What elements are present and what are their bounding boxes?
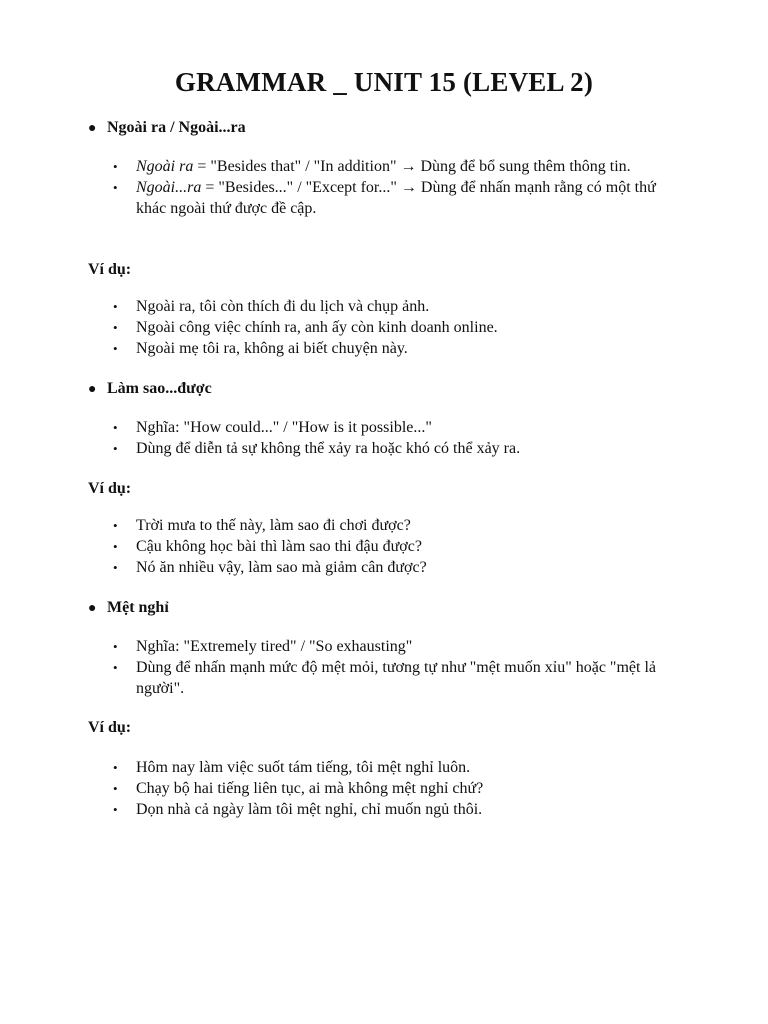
example-item: • Nó ăn nhiều vậy, làm sao mà giảm cân được? xyxy=(0,557,768,578)
definition-text: Nghĩa: "Extremely tired" / "So exhausting" xyxy=(136,638,413,655)
example-list xyxy=(0,757,768,820)
example-label: Ví dụ: xyxy=(88,719,132,736)
section-heading-text: Mệt nghỉ xyxy=(107,599,169,616)
definition-item xyxy=(0,156,768,177)
example-item: • Ngoài ra, tôi còn thích đi du lịch và chụp ảnh. xyxy=(0,296,768,317)
definition-text: Nghĩa: "How could..." / "How is it possible..." xyxy=(136,419,432,436)
definition-text: = "Besides..." / "Except for..." → Dùng để nhấn mạnh rằng có một thứ khác ngoài thứ được đề cập. xyxy=(136,179,656,217)
example-label: Ví dụ: xyxy=(88,261,132,278)
definition-list xyxy=(0,636,768,699)
definition-item xyxy=(0,438,768,459)
bullet-icon: ● xyxy=(88,382,97,397)
definition-text: Dùng để nhấn mạnh mức độ mệt mỏi, tương tự như "mệt muốn xỉu" hoặc "mệt lả người". xyxy=(136,659,656,697)
definition-item xyxy=(0,417,768,438)
bullet-icon: ● xyxy=(88,121,97,136)
example-item: • Ngoài công việc chính ra, anh ấy còn kinh doanh online. xyxy=(0,317,768,338)
example-item: • Trời mưa to thế này, làm sao đi chơi được? xyxy=(0,515,768,536)
definition-text: = "Besides that" / "In addition" → Dùng để bổ sung thêm thông tin. xyxy=(193,158,631,175)
section-heading-text: Làm sao...được xyxy=(107,380,212,397)
definition-item xyxy=(0,636,768,657)
example-item: • Dọn nhà cả ngày làm tôi mệt nghỉ, chỉ muốn ngủ thôi. xyxy=(0,799,768,820)
example-item: • Hôm nay làm việc suốt tám tiếng, tôi mệt nghỉ luôn. xyxy=(0,757,768,778)
definition-item xyxy=(0,657,768,699)
example-item: • Cậu không học bài thì làm sao thi đậu được? xyxy=(0,536,768,557)
definition-list xyxy=(0,156,768,219)
example-label: Ví dụ: xyxy=(88,480,132,497)
section-heading-ngoai-ra xyxy=(88,117,246,140)
section-heading-text: Ngoài ra / Ngoài...ra xyxy=(107,119,246,136)
example-item: • Chạy bộ hai tiếng liên tục, ai mà không mệt nghỉ chứ? xyxy=(0,778,768,799)
definition-list xyxy=(0,417,768,459)
example-list xyxy=(0,515,768,578)
example-list xyxy=(0,296,768,359)
section-heading-lam-sao-duoc xyxy=(88,378,212,401)
definition-item xyxy=(0,177,768,219)
definition-text: Dùng để diễn tả sự không thể xảy ra hoặc khó có thể xảy ra. xyxy=(136,440,521,457)
page-title: GRAMMAR _ UNIT 15 (LEVEL 2) xyxy=(174,67,594,97)
term-italic: Ngoài ra xyxy=(136,158,194,175)
bullet-icon: ● xyxy=(88,601,97,616)
term-italic: Ngoài...ra xyxy=(136,179,202,196)
section-heading-met-nghi xyxy=(88,597,169,620)
example-item: • Ngoài mẹ tôi ra, không ai biết chuyện này. xyxy=(0,338,768,359)
